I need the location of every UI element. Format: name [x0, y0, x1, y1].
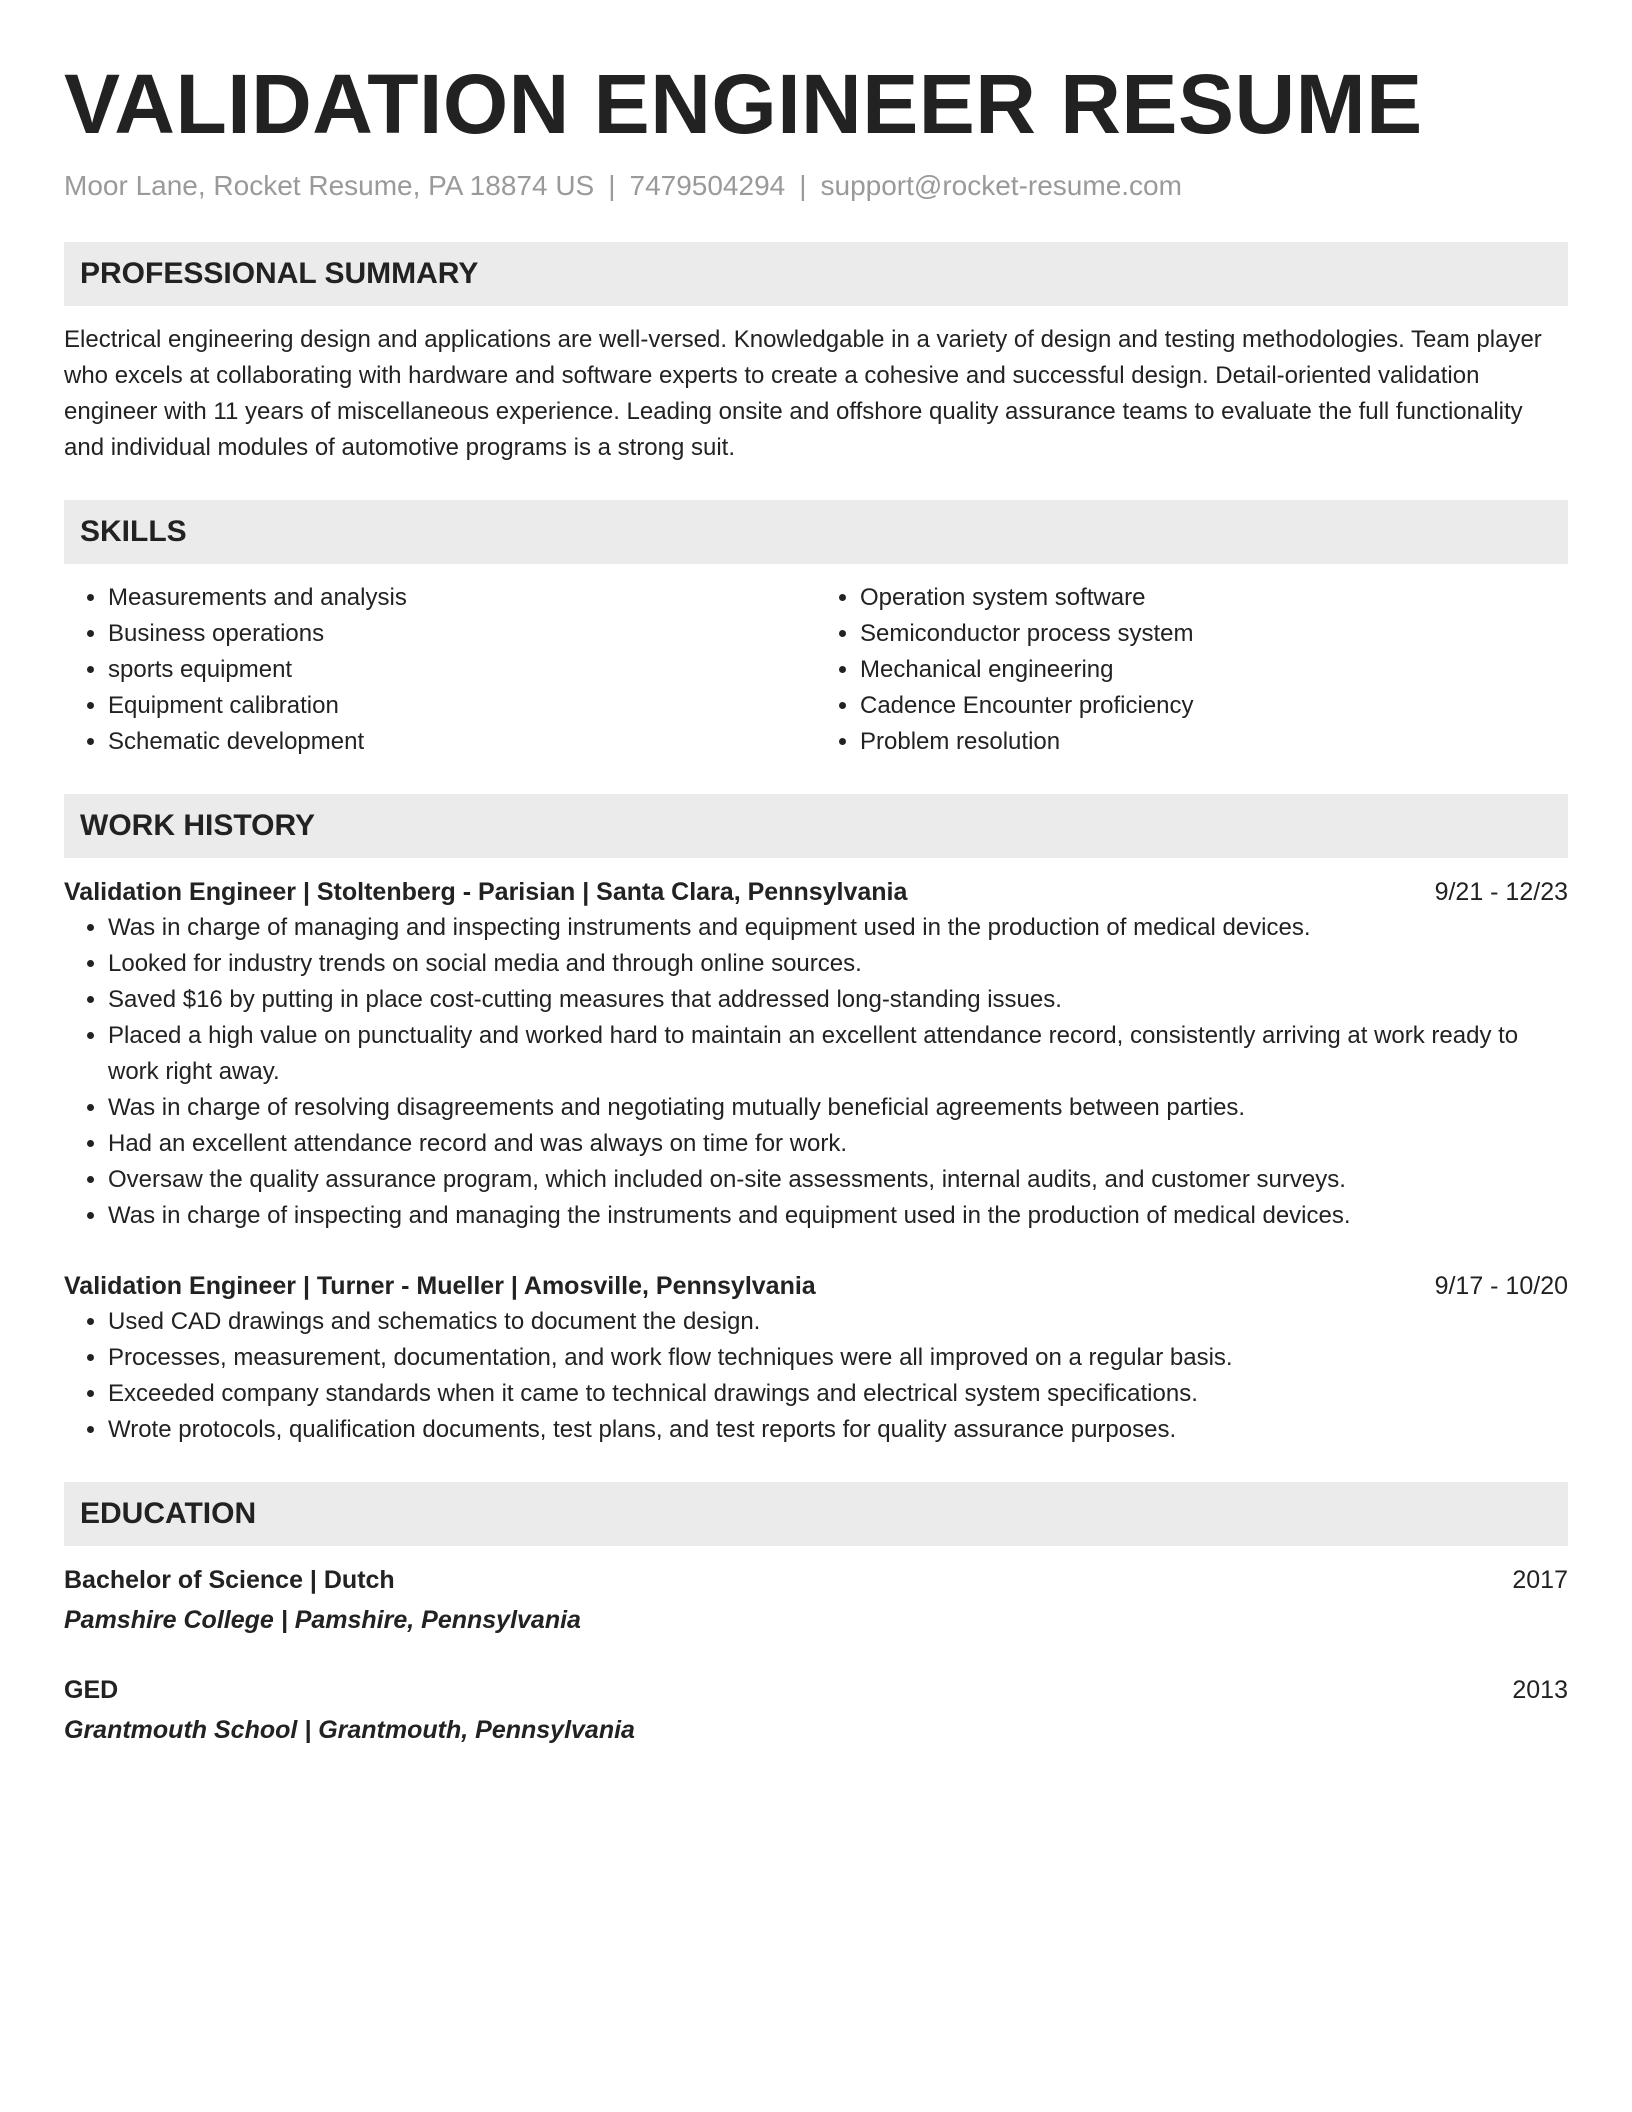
job-bullet: • Used CAD drawings and schematics to document the design. — [108, 1304, 1568, 1340]
skill-item: • Mechanical engineering — [860, 652, 1568, 688]
summary-text: Electrical engineering design and applications are well-versed. Knowledgable in a variety of design and testing methodologies. Team player who excels at collaborating with hardware and software experts to create a cohesive and successful design. Detail-oriented validation engineer with 11 years of miscellaneous experience. Leading onsite and offshore quality assurance teams to evaluate the full functionality and individual modules of automotive programs is a strong suit. — [64, 326, 1542, 461]
job-title: Validation Engineer | Stoltenberg - Parisian | Santa Clara, Pennsylvania — [64, 878, 908, 906]
job-bullets — [64, 1304, 1568, 1448]
job-bullet: • Saved $16 by putting in place cost-cutting measures that addressed long-standing issues. — [108, 982, 1568, 1018]
education-year: 2013 — [1512, 1676, 1568, 1704]
skill-item: • Business operations — [108, 616, 816, 652]
skills-heading: SKILLS — [64, 500, 1568, 564]
contact-phone: 7479504294 — [629, 170, 786, 201]
job-bullet: • Exceeded company standards when it came to technical drawings and electrical system specifications. — [108, 1376, 1568, 1412]
resume-title: VALIDATION ENGINEER RESUME — [64, 57, 1423, 151]
education-school: Pamshire College | Pamshire, Pennsylvania — [64, 1606, 581, 1634]
skills-column-left — [64, 580, 816, 760]
skill-item: • Measurements and analysis — [108, 580, 816, 616]
education-header — [64, 1562, 1568, 1598]
job-bullet: • Oversaw the quality assurance program, which included on-site assessments, internal audits, and customer surveys. — [108, 1162, 1568, 1198]
job-bullet: • Looked for industry trends on social media and through online sources. — [108, 946, 1568, 982]
skill-item: • Operation system software — [860, 580, 1568, 616]
skill-item: • Semiconductor process system — [860, 616, 1568, 652]
job-dates: 9/17 - 10/20 — [1434, 1272, 1568, 1300]
education-degree: GED — [64, 1676, 119, 1704]
job-bullet: • Had an excellent attendance record and was always on time for work. — [108, 1126, 1568, 1162]
job-dates: 9/21 - 12/23 — [1434, 878, 1568, 906]
education-entry — [64, 1562, 1568, 1638]
work-heading: WORK HISTORY — [64, 794, 1568, 858]
job-entry — [64, 1268, 1568, 1448]
job-bullet: • Placed a high value on punctuality and worked hard to maintain an excellent attendance record, consistently arriving at work ready to work right away. — [108, 1018, 1568, 1090]
education-heading: EDUCATION — [64, 1482, 1568, 1546]
job-bullet: • Was in charge of managing and inspecting instruments and equipment used in the production of medical devices. — [108, 910, 1568, 946]
contact-email: support@rocket-resume.com — [820, 170, 1182, 201]
contact-separator: | — [608, 170, 616, 201]
job-bullet: • Was in charge of resolving disagreements and negotiating mutually beneficial agreements between parties. — [108, 1090, 1568, 1126]
education-entry — [64, 1672, 1568, 1748]
job-bullet: • Was in charge of inspecting and managing the instruments and equipment used in the production of medical devices. — [108, 1198, 1568, 1234]
skill-item: • Schematic development — [108, 724, 816, 760]
skill-item: • Cadence Encounter proficiency — [860, 688, 1568, 724]
job-title: Validation Engineer | Turner - Mueller | Amosville, Pennsylvania — [64, 1272, 816, 1300]
skill-item: • sports equipment — [108, 652, 816, 688]
education-year: 2017 — [1512, 1566, 1568, 1594]
education-school: Grantmouth School | Grantmouth, Pennsylvania — [64, 1716, 635, 1744]
job-entry — [64, 874, 1568, 1234]
summary-heading: PROFESSIONAL SUMMARY — [64, 242, 1568, 306]
job-bullet: • Wrote protocols, qualification documents, test plans, and test reports for quality assurance purposes. — [108, 1412, 1568, 1448]
job-bullet: • Processes, measurement, documentation, and work flow techniques were all improved on a regular basis. — [108, 1340, 1568, 1376]
education-degree: Bachelor of Science | Dutch — [64, 1566, 395, 1594]
job-header — [64, 1268, 1568, 1304]
job-bullets — [64, 910, 1568, 1234]
contact-separator: | — [799, 170, 807, 201]
contact-line — [64, 168, 1568, 204]
skill-item: • Equipment calibration — [108, 688, 816, 724]
skill-item: • Problem resolution — [860, 724, 1568, 760]
contact-address: Moor Lane, Rocket Resume, PA 18874 US — [64, 170, 595, 201]
skills-column-right — [816, 580, 1568, 760]
skills-list — [64, 580, 1568, 760]
job-header — [64, 874, 1568, 910]
education-header — [64, 1672, 1568, 1708]
